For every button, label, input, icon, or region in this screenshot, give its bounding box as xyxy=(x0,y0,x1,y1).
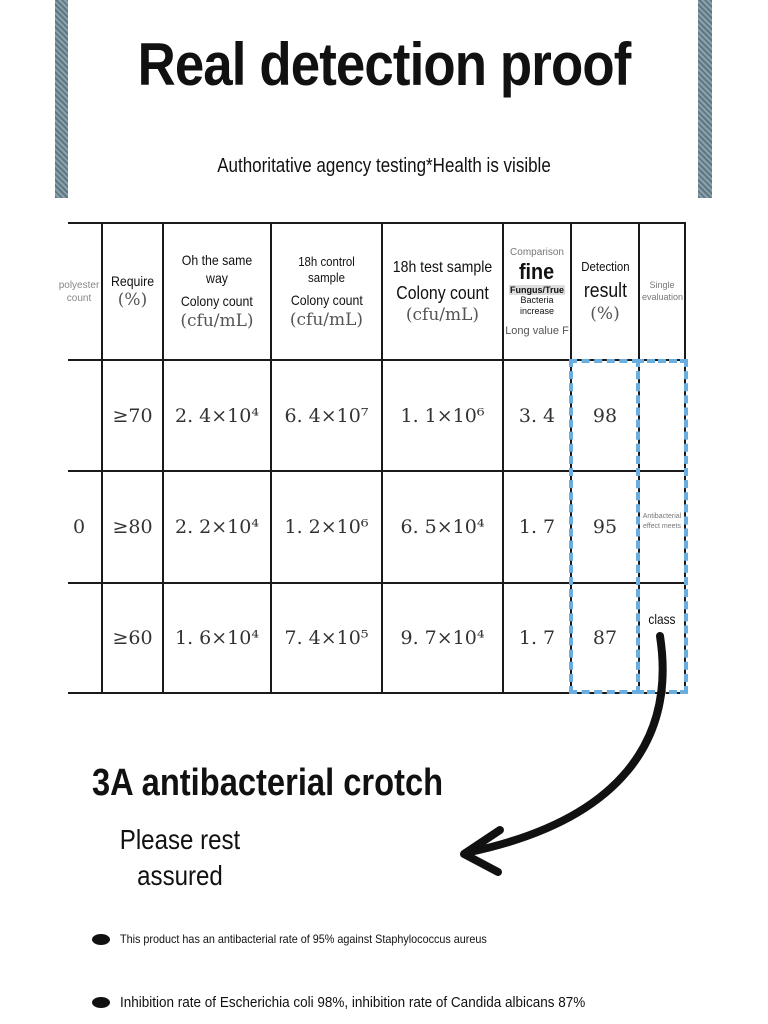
subline: Authoritative agency testing*Health is visible xyxy=(217,155,551,177)
header-text: result xyxy=(583,280,627,303)
header-unit: (%) xyxy=(117,290,148,311)
bullet-text: Inhibition rate of Escherichia coli 98%, inhibition rate of Candida albicans 87% xyxy=(120,994,586,1011)
bullet-text: This product has an antibacterial rate of 95% against Staphylococcus aureus xyxy=(120,932,487,946)
cell-value: 1. 7 xyxy=(518,516,556,538)
evaluation-class: class xyxy=(648,611,676,627)
rest-assured-text: Please rest assured xyxy=(119,824,241,891)
header-text: 18h test sample xyxy=(392,259,493,277)
header-unit: (cfu/mL) xyxy=(180,310,254,331)
header-unit: (cfu/mL) xyxy=(289,309,364,330)
cell-value: 2. 2×10⁴ xyxy=(175,516,259,538)
cell-value: 6. 5×10⁴ xyxy=(400,516,485,538)
header-text: polyester count xyxy=(58,279,100,304)
header-text: Colony count xyxy=(396,283,489,304)
cell-value: 6. 4×10⁷ xyxy=(284,404,369,427)
headline: Real detection proof xyxy=(137,31,631,98)
cell-value: 95 xyxy=(592,516,618,538)
cell-value: 9. 7×10⁴ xyxy=(400,627,485,649)
header-text: Colony count xyxy=(290,292,363,308)
cell-value: 98 xyxy=(592,404,618,427)
header-text: Fungus/True xyxy=(510,285,564,296)
evaluation-note: Antibacterial effect meets xyxy=(642,513,682,530)
header-text: Single evaluation xyxy=(642,279,684,302)
cell-value: 1. 7 xyxy=(518,627,556,649)
header-text: fine xyxy=(519,259,555,285)
header-text: Long value F xyxy=(505,324,569,337)
cell-value: ≥80 xyxy=(112,516,153,538)
cell-value: 1. 1×10⁶ xyxy=(400,404,485,427)
header-text: Colony count xyxy=(181,293,253,310)
cell-value: 1. 2×10⁶ xyxy=(284,516,369,538)
cell-value: 0 xyxy=(72,516,86,538)
cell-value: 3. 4 xyxy=(518,404,556,427)
header-unit: (cfu/mL) xyxy=(405,304,480,325)
bullet-dot-icon xyxy=(92,997,110,1008)
header-text: Require xyxy=(110,272,155,289)
cell-value: 2. 4×10⁴ xyxy=(175,404,259,427)
cell-value: ≥70 xyxy=(112,404,153,427)
header-text: Oh the same way xyxy=(181,252,253,286)
bullet-dot-icon xyxy=(92,934,110,945)
header-unit: (%) xyxy=(590,304,620,325)
cell-value: 1. 6×10⁴ xyxy=(175,627,259,649)
section-title: 3A antibacterial crotch xyxy=(92,762,444,804)
cell-value: ≥60 xyxy=(112,627,153,649)
bullet-item xyxy=(92,994,637,1011)
cell-value: 87 xyxy=(592,627,618,649)
header-text: Detection xyxy=(580,258,630,274)
header-text: Comparison xyxy=(510,247,564,259)
cell-value: 7. 4×10⁵ xyxy=(284,627,369,649)
bullet-item xyxy=(92,932,528,946)
header-text: 18h control sample xyxy=(298,253,355,285)
header-text: Bacteria increase xyxy=(519,295,555,316)
